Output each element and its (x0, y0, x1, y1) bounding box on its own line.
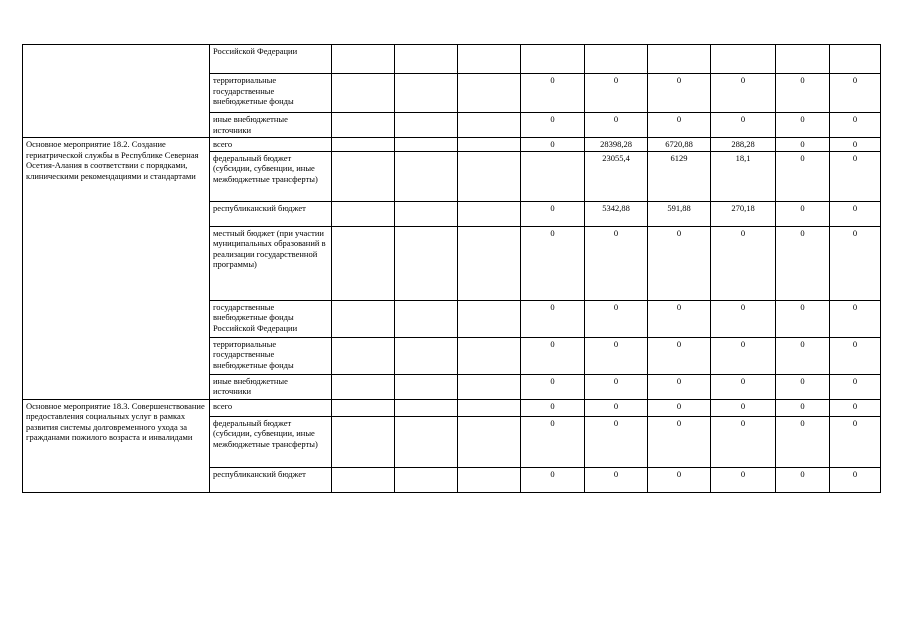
value-cell (830, 45, 881, 74)
value-cell (458, 113, 521, 138)
activity-name-cell: Основное мероприятие 18.2. Создание гериатрической службы в Республике Северная Осетия-Алания в соответствии с порядками, клиническими рекомендациями и стандартами (23, 138, 210, 400)
value-cell: 5342,88 (585, 201, 648, 226)
value-cell: 0 (776, 467, 830, 492)
value-cell: 0 (830, 467, 881, 492)
value-cell: 0 (521, 138, 585, 152)
value-cell (458, 416, 521, 467)
value-cell: 0 (585, 374, 648, 399)
value-cell: 0 (648, 300, 711, 337)
value-cell (332, 416, 395, 467)
value-cell (332, 201, 395, 226)
value-cell: 0 (521, 226, 585, 300)
value-cell (395, 138, 458, 152)
value-cell (458, 201, 521, 226)
value-cell: 0 (711, 374, 776, 399)
value-cell (332, 45, 395, 74)
value-cell: 0 (711, 399, 776, 416)
value-cell: 0 (521, 467, 585, 492)
value-cell (458, 467, 521, 492)
funding-source-cell: республиканский бюджет (210, 467, 332, 492)
funding-source-cell: территориальные государственные внебюджетные фонды (210, 337, 332, 374)
value-cell: 0 (648, 416, 711, 467)
value-cell: 0 (776, 300, 830, 337)
activity-name-cell: Основное мероприятие 18.3. Совершенствование предоставления социальных услуг в рамках развития системы долговременного ухода за гражданами пожилого возраста и инвалидами (23, 399, 210, 492)
value-cell: 0 (648, 374, 711, 399)
value-cell: 0 (521, 337, 585, 374)
value-cell: 0 (711, 74, 776, 113)
value-cell (395, 113, 458, 138)
value-cell (395, 226, 458, 300)
value-cell: 0 (776, 151, 830, 201)
value-cell: 23055,4 (585, 151, 648, 201)
value-cell (458, 151, 521, 201)
value-cell: 0 (776, 74, 830, 113)
value-cell: 0 (830, 138, 881, 152)
value-cell: 0 (521, 416, 585, 467)
value-cell: 0 (776, 416, 830, 467)
value-cell: 0 (830, 113, 881, 138)
value-cell: 0 (776, 226, 830, 300)
funding-source-cell: территориальные государственные внебюджетные фонды (210, 74, 332, 113)
value-cell (395, 201, 458, 226)
value-cell (521, 151, 585, 201)
value-cell: 0 (711, 337, 776, 374)
value-cell (332, 399, 395, 416)
value-cell (395, 151, 458, 201)
value-cell: 0 (776, 399, 830, 416)
funding-source-cell: Российской Федерации (210, 45, 332, 74)
value-cell: 0 (776, 138, 830, 152)
value-cell: 28398,28 (585, 138, 648, 152)
value-cell (458, 374, 521, 399)
value-cell: 0 (830, 374, 881, 399)
value-cell (395, 467, 458, 492)
budget-table (22, 44, 881, 493)
value-cell (332, 138, 395, 152)
value-cell: 270,18 (711, 201, 776, 226)
value-cell: 0 (585, 337, 648, 374)
value-cell: 6129 (648, 151, 711, 201)
value-cell: 6720,88 (648, 138, 711, 152)
value-cell (332, 226, 395, 300)
value-cell (395, 374, 458, 399)
funding-source-cell: иные внебюджетные источники (210, 374, 332, 399)
value-cell: 0 (585, 226, 648, 300)
value-cell: 0 (648, 74, 711, 113)
funding-source-cell: республиканский бюджет (210, 201, 332, 226)
value-cell (332, 74, 395, 113)
table-row (23, 138, 881, 152)
value-cell: 0 (830, 300, 881, 337)
value-cell: 0 (521, 399, 585, 416)
value-cell (711, 45, 776, 74)
value-cell (458, 300, 521, 337)
value-cell: 0 (648, 113, 711, 138)
value-cell (648, 45, 711, 74)
value-cell (332, 337, 395, 374)
value-cell: 0 (521, 113, 585, 138)
value-cell: 0 (648, 337, 711, 374)
funding-source-cell: всего (210, 138, 332, 152)
value-cell: 0 (776, 337, 830, 374)
table-row (23, 45, 881, 74)
value-cell (395, 399, 458, 416)
value-cell: 0 (648, 226, 711, 300)
value-cell: 0 (830, 151, 881, 201)
value-cell (395, 300, 458, 337)
value-cell: 0 (585, 399, 648, 416)
value-cell (521, 45, 585, 74)
value-cell: 0 (830, 74, 881, 113)
value-cell: 18,1 (711, 151, 776, 201)
funding-source-cell: местный бюджет (при участии муниципальных образований в реализации государственной программы) (210, 226, 332, 300)
value-cell: 0 (521, 201, 585, 226)
value-cell: 0 (521, 300, 585, 337)
value-cell (395, 74, 458, 113)
value-cell (332, 374, 395, 399)
funding-source-cell: всего (210, 399, 332, 416)
value-cell (458, 226, 521, 300)
value-cell (395, 45, 458, 74)
value-cell (458, 45, 521, 74)
value-cell: 0 (648, 467, 711, 492)
value-cell: 0 (711, 416, 776, 467)
funding-source-cell: федеральный бюджет (субсидии, субвенции, иные межбюджетные трансферты) (210, 416, 332, 467)
value-cell: 0 (648, 399, 711, 416)
value-cell: 0 (585, 467, 648, 492)
value-cell (776, 45, 830, 74)
value-cell: 0 (830, 226, 881, 300)
value-cell: 0 (711, 467, 776, 492)
value-cell (332, 113, 395, 138)
value-cell: 0 (830, 201, 881, 226)
value-cell (395, 416, 458, 467)
value-cell: 0 (711, 226, 776, 300)
value-cell: 0 (711, 113, 776, 138)
value-cell: 0 (830, 399, 881, 416)
value-cell: 0 (585, 416, 648, 467)
value-cell: 0 (585, 74, 648, 113)
value-cell (458, 138, 521, 152)
value-cell: 0 (776, 374, 830, 399)
funding-source-cell: федеральный бюджет (субсидии, субвенции, иные межбюджетные трансферты) (210, 151, 332, 201)
funding-source-cell: иные внебюджетные источники (210, 113, 332, 138)
value-cell: 0 (830, 416, 881, 467)
activity-name-cell (23, 45, 210, 138)
value-cell: 0 (521, 374, 585, 399)
value-cell (332, 300, 395, 337)
value-cell (585, 45, 648, 74)
value-cell (332, 151, 395, 201)
value-cell: 0 (776, 201, 830, 226)
value-cell: 0 (776, 113, 830, 138)
value-cell (458, 399, 521, 416)
value-cell: 288,28 (711, 138, 776, 152)
funding-source-cell: государственные внебюджетные фонды Российской Федерации (210, 300, 332, 337)
value-cell (395, 337, 458, 374)
value-cell (332, 467, 395, 492)
budget-table-body (23, 45, 881, 493)
value-cell: 0 (585, 113, 648, 138)
value-cell: 0 (830, 337, 881, 374)
value-cell (458, 337, 521, 374)
value-cell: 0 (711, 300, 776, 337)
value-cell: 0 (521, 74, 585, 113)
value-cell (458, 74, 521, 113)
value-cell: 591,88 (648, 201, 711, 226)
value-cell: 0 (585, 300, 648, 337)
table-row (23, 399, 881, 416)
